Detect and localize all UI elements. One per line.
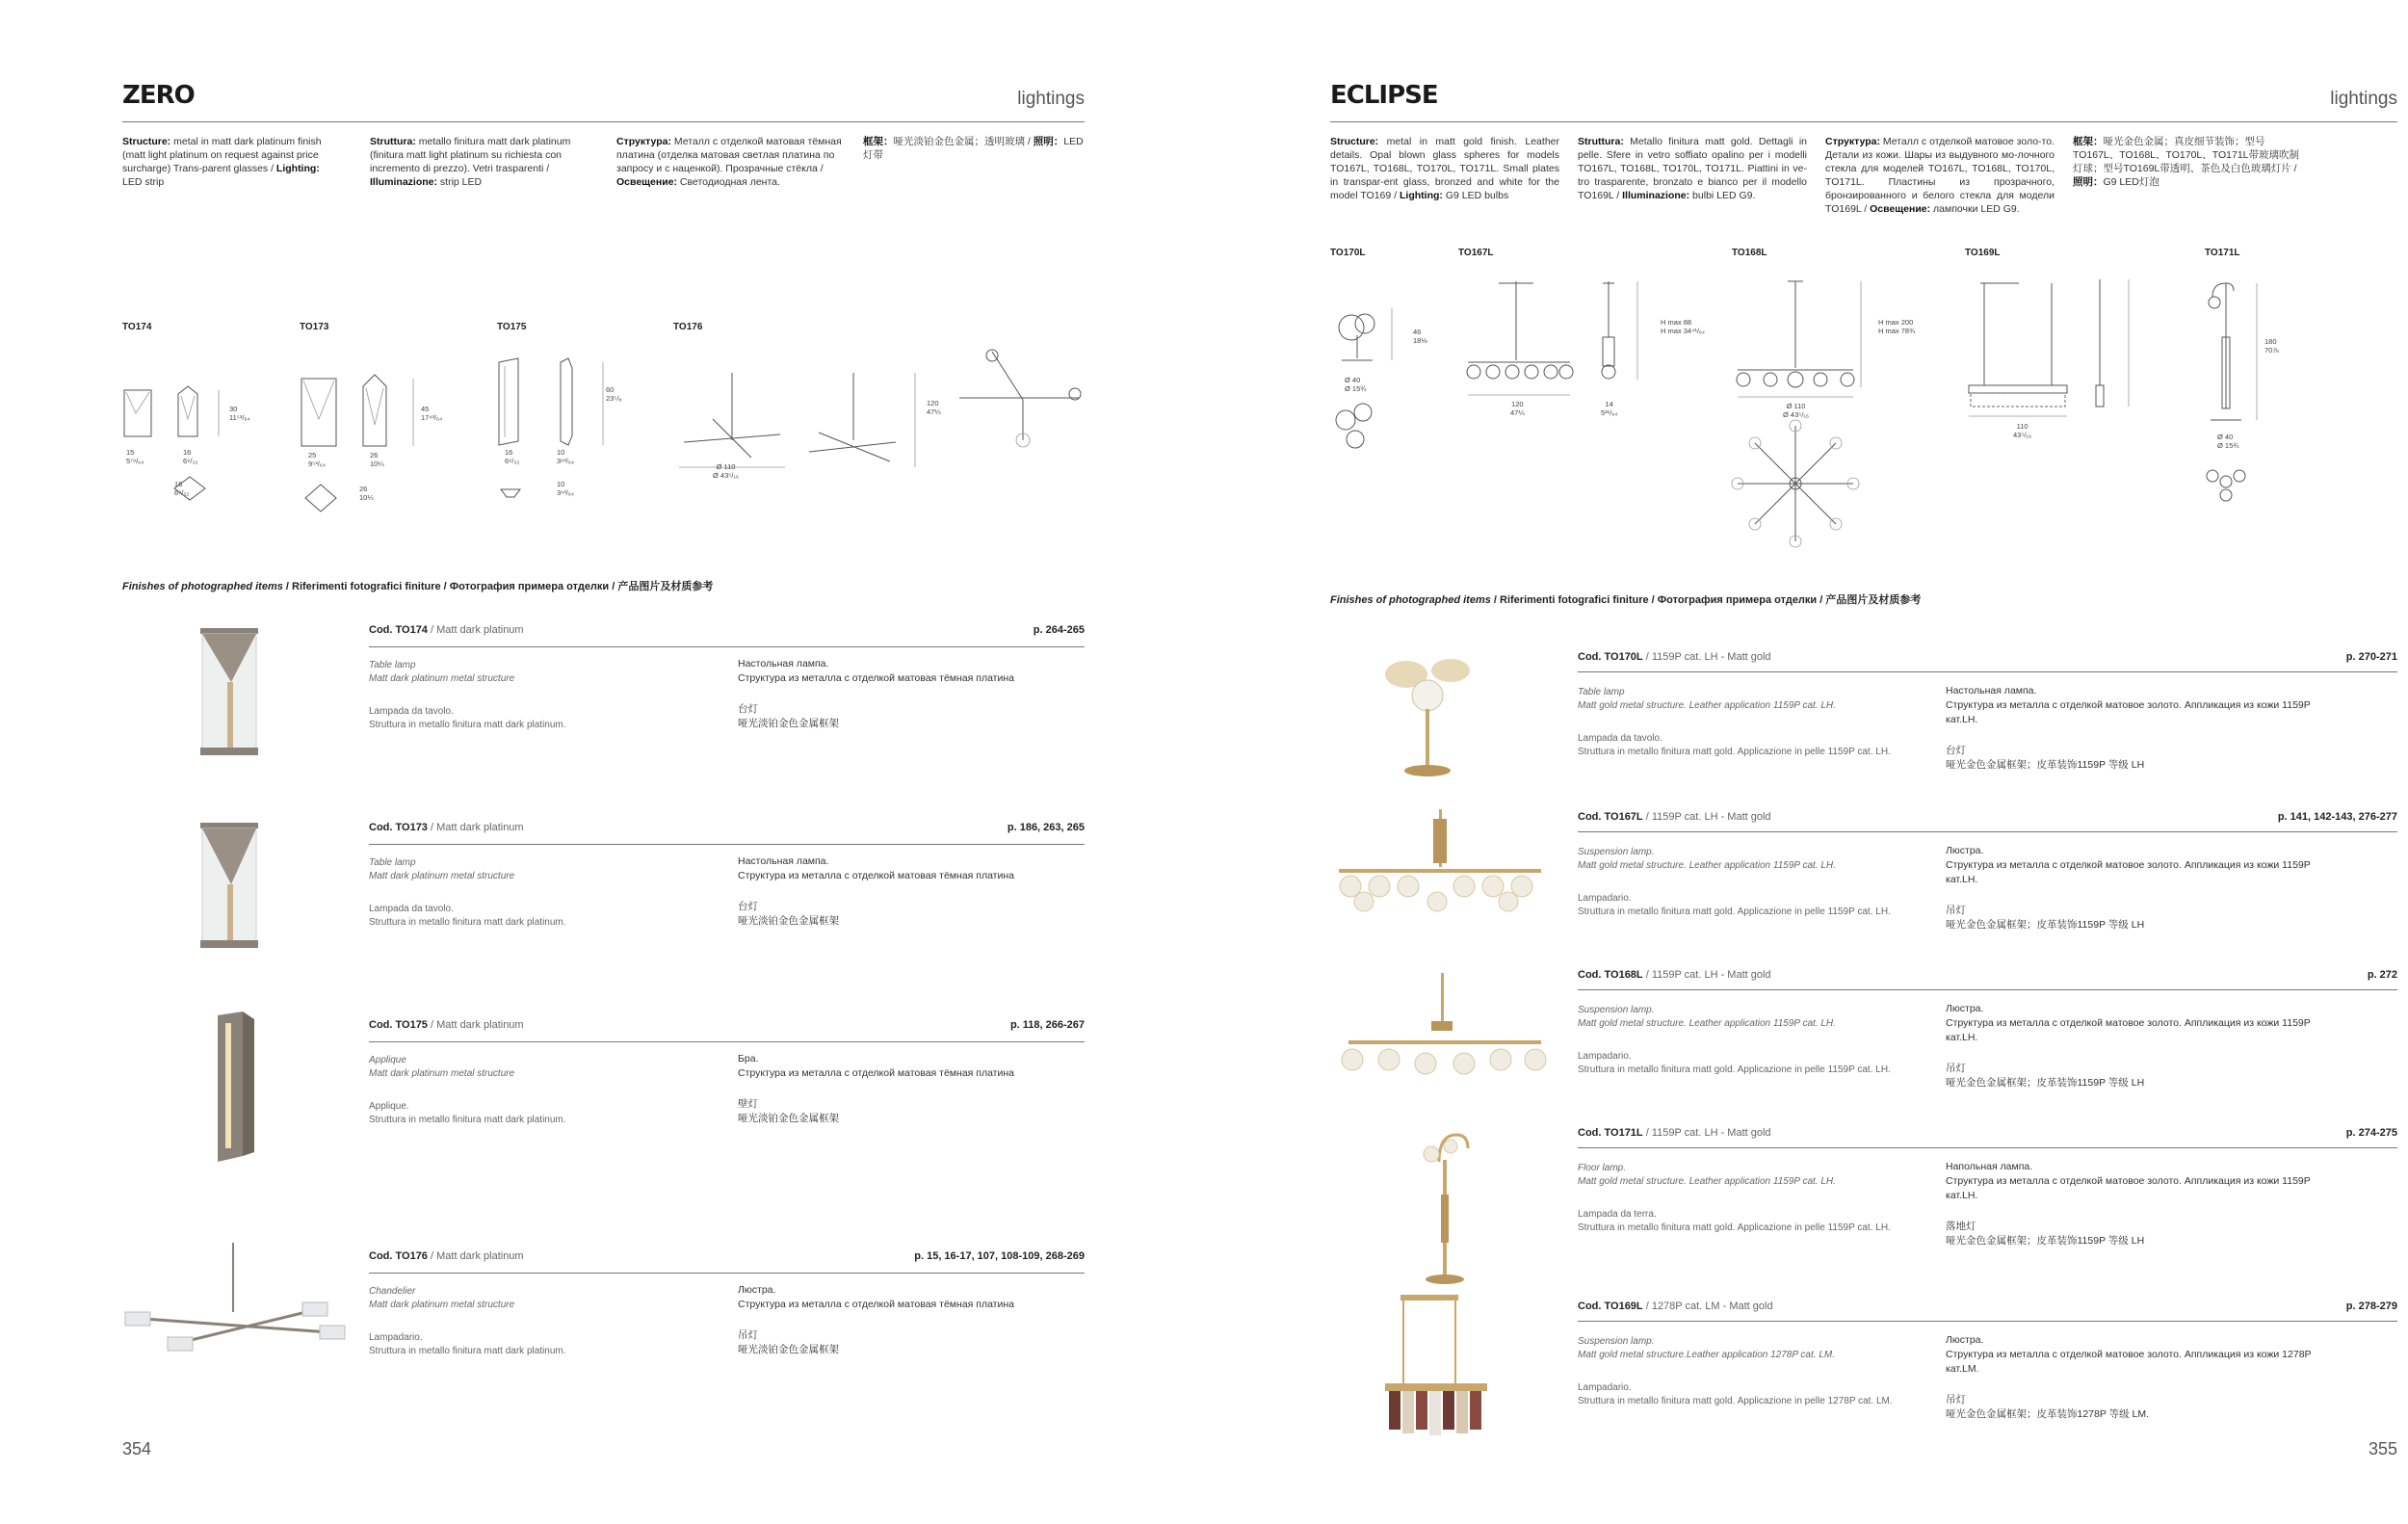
dim-to174-h: 30 11⁵³/₆₄ — [229, 405, 250, 422]
page-number: 354 — [122, 1439, 152, 1458]
ru-structure: Структура из металла с отделкой матовая тёмная платина — [738, 1067, 1014, 1079]
dim-to173-d: 26 10¼ — [370, 451, 384, 468]
ru-name: Напольная лампа. — [1946, 1161, 2033, 1172]
page-ref: p. 15, 16-17, 107, 108-109, 268-269 — [914, 1250, 1085, 1262]
to170l-drawing — [1330, 299, 1407, 453]
dim-to173-top: 26 10¼ — [359, 485, 374, 502]
page-ref: p. 270-271 — [2345, 651, 2397, 663]
it-name: Lampadario. — [1578, 1382, 1632, 1393]
it-structure: Struttura in metallo finitura matt gold. Applicazione in pelle 1278P cat. LM. — [1578, 1396, 1893, 1406]
dim-to174-w: 15 5⁷⁹/₆₄ — [126, 448, 144, 465]
zh-structure: 哑光金色金属框架；皮革装饰1159P 等级 LH — [1946, 1235, 2145, 1247]
page-ref: p. 186, 263, 265 — [1007, 822, 1085, 833]
zh-name: 台灯 — [738, 703, 758, 715]
zh-structure: 哑光淡铂金色金属框架 — [738, 915, 839, 927]
zh-structure: 哑光金色金属框架；皮革装饰1159P 等级 LH — [1946, 1077, 2145, 1089]
row-rule — [369, 646, 1085, 647]
it-structure: Struttura in metallo finitura matt gold. Applicazione in pelle 1159P cat. LH. — [1578, 1222, 1891, 1233]
page-number: 355 — [2368, 1439, 2397, 1458]
dim-to170-d: Ø 40 Ø 15¾ — [1345, 376, 1367, 393]
zh-name: 吊灯 — [1946, 905, 1966, 916]
en-name: Suspension lamp. — [1578, 1336, 1655, 1347]
en-structure: Matt gold metal structure.Leather application 1278P cat. LM. — [1578, 1350, 1835, 1360]
section-title: lightings — [1017, 89, 1085, 109]
dim-to175-h: 60 23⁵/₈ — [606, 385, 622, 403]
dim-to173-w: 25 9⁵³/₆₄ — [308, 451, 326, 468]
dim-to174-top: 16 6⁹/₃₂ — [174, 480, 190, 497]
brand-title: ZERO — [122, 81, 195, 110]
product-code: Cod. TO175 / Matt dark platinum — [369, 1019, 524, 1031]
to176-drawing — [674, 352, 1108, 486]
product-code: Cod. TO167L / 1159P cat. LH - Matt gold — [1578, 811, 1771, 823]
it-name: Lampada da tavolo. — [1578, 733, 1662, 744]
en-name: Suspension lamp. — [1578, 1005, 1655, 1015]
dim-to175-d: 10 3⁶³/₆₄ — [557, 448, 574, 465]
it-structure: Struttura in metallo finitura matt dark platinum. — [369, 720, 566, 730]
ru-structure: Структура из металла с отделкой матовое золото. Аппликация из кожи 1159P кат.LH. — [1946, 859, 2311, 885]
row-rule — [369, 1273, 1085, 1274]
en-structure: Matt dark platinum metal structure — [369, 673, 515, 684]
product-code: Cod. TO168L / 1159P cat. LH - Matt gold — [1578, 969, 1771, 981]
row-rule — [369, 844, 1085, 845]
ru-structure: Структура из металла с отделкой матовое золото. Аппликация из кожи 1159P кат.LH. — [1946, 699, 2311, 725]
zh-structure: 哑光淡铂金色金属框架 — [738, 1113, 839, 1124]
en-structure: Matt dark platinum metal structure — [369, 871, 515, 881]
ru-name: Люстра. — [738, 1284, 776, 1296]
to171l-drawing — [2205, 279, 2320, 520]
desc-ru: Структура: Металл с отделкой матовое золо-то. Детали из кожи. Шары из выдувного мо-лочного стекла для моделей TO167L, TO168L, TO170L, TO171L. Пластины из прозрачного, бронзированного и белого стекла для модели TO169L / Освещение: лампочки LED G9. — [1825, 136, 2055, 215]
ru-name: Настольная лампа. — [738, 658, 829, 670]
desc-it: Struttura: metallo finitura matt dark platinum (finitura matt light platinum su richiesta con incremento di prezzo). Vetri trasparenti / Illuminazione: strip LED — [370, 136, 571, 188]
dim-to173-h: 45 17⁴³/₆₄ — [421, 405, 443, 422]
zh-name: 落地灯 — [1946, 1221, 1976, 1232]
photo-to170l — [1377, 645, 1483, 780]
desc-ru: Структура: Металл с отделкой матовая тёмная платина (отделка матовая светлая платина по запросу и с наценкой). Прозрачные стёкла / Освещение: Светодиодная лента. — [616, 136, 842, 188]
en-name: Table lamp — [1578, 687, 1625, 697]
page-ref: p. 118, 266-267 — [1009, 1019, 1085, 1031]
it-name: Lampada da tavolo. — [369, 706, 454, 717]
row-rule — [1578, 1321, 2397, 1322]
it-structure: Struttura in metallo finitura matt dark platinum. — [369, 1115, 566, 1125]
desc-zh: 框架：哑光金色金属；真皮细节装饰；型号TO167L、TO168L、TO170L、TO171L带玻璃吹制灯球；型号TO169L带透明、茶色及白色玻璃灯片 / 照明：G9 LED灯泡 — [2073, 136, 2299, 188]
en-name: Applique — [369, 1055, 406, 1065]
dim-to175-w: 16 6⁹/₃₂ — [505, 448, 520, 465]
dim-to170-h: 46 18⅛ — [1413, 328, 1427, 345]
desc-en: Structure: metal in matt dark platinum finish (matt light platinum on request against price surcharge) Trans-parent glasses / Lighting: LED strip — [122, 136, 322, 188]
product-code: Cod. TO174 / Matt dark platinum — [369, 624, 524, 636]
dim-to168-h: H max 200 H max 78¾ — [1878, 318, 1916, 335]
to169l-drawing — [1965, 279, 2158, 434]
photo-to174 — [193, 624, 270, 759]
product-code: Cod. TO169L / 1278P cat. LM - Matt gold — [1578, 1301, 1773, 1312]
it-name: Applique. — [369, 1101, 409, 1112]
model-code: TO167L — [1458, 248, 1494, 258]
photo-to169l — [1377, 1291, 1493, 1445]
ru-structure: Структура из металла с отделкой матовое золото. Аппликация из кожи 1278P кат.LM. — [1946, 1349, 2312, 1375]
page-ref: p. 272 — [2367, 969, 2397, 981]
zh-name: 壁灯 — [738, 1098, 758, 1110]
en-structure: Matt gold metal structure. Leather application 1159P cat. LH. — [1578, 860, 1836, 871]
it-structure: Struttura in metallo finitura matt gold. Applicazione in pelle 1159P cat. LH. — [1578, 747, 1891, 757]
en-name: Floor lamp. — [1578, 1163, 1627, 1173]
row-rule — [1578, 1147, 2397, 1148]
header-rule — [1330, 121, 2397, 122]
dim-to176-d: Ø 110 Ø 43⁵/₁₆ — [713, 462, 740, 480]
desc-it: Struttura: Metallo finitura matt gold. Dettagli in pelle. Sfere in vetro soffiato opalino per i modelli TO167L, TO168L, TO170L, TO171L. Piattini in ve-tro trasparente, bronzato e bianco per il modello TO169L / Illuminazione: bulbi LED G9. — [1578, 136, 1807, 201]
section-title: lightings — [2330, 89, 2397, 109]
it-name: Lampada da terra. — [1578, 1209, 1657, 1220]
zh-structure: 哑光金色金属框架；皮革装饰1159P 等级 LH — [1946, 919, 2145, 931]
page-ref: p. 278-279 — [2345, 1301, 2397, 1312]
zh-name: 台灯 — [738, 901, 758, 912]
row-rule — [369, 1041, 1085, 1042]
en-name: Table lamp — [369, 660, 416, 670]
dim-to175-top: 10 3⁶³/₆₄ — [557, 480, 574, 497]
desc-zh: 框架：哑光淡铂金色金属；透明玻璃 / 照明：LED 灯带 — [863, 136, 1084, 161]
zh-structure: 哑光金色金属框架；皮革装饰1159P 等级 LH — [1946, 759, 2145, 771]
ru-structure: Структура из металла с отделкой матовое золото. Аппликация из кожи 1159P кат.LH. — [1946, 1017, 2311, 1043]
dim-to171-d: Ø 40 Ø 15¾ — [2217, 433, 2239, 450]
en-name: Chandelier — [369, 1286, 416, 1297]
it-structure: Struttura in metallo finitura matt dark platinum. — [369, 1346, 566, 1356]
en-structure: Matt dark platinum metal structure — [369, 1068, 515, 1079]
zh-name: 台灯 — [1946, 745, 1966, 756]
ru-name: Люстра. — [1946, 845, 1984, 856]
product-code: Cod. TO171L / 1159P cat. LH - Matt gold — [1578, 1127, 1771, 1139]
page-ref: p. 141, 142-143, 276-277 — [2277, 811, 2397, 823]
dim-to167-d: 14 5³¹/₆₄ — [1601, 400, 1618, 417]
dim-to171-h: 180 70⅞ — [2264, 337, 2279, 355]
zh-structure: 哑光淡铂金色金属框架 — [738, 718, 839, 729]
ru-structure: Структура из металла с отделкой матовая тёмная платина — [738, 870, 1014, 881]
model-code: TO170L — [1330, 248, 1366, 258]
row-rule — [1578, 831, 2397, 832]
model-code: TO168L — [1732, 248, 1767, 258]
ru-name: Люстра. — [1946, 1334, 1984, 1346]
ru-structure: Структура из металла с отделкой матовая тёмная платина — [738, 672, 1014, 684]
dim-to174-d: 16 6⁹/₃₂ — [183, 448, 198, 465]
it-name: Lampadario. — [1578, 893, 1632, 904]
en-name: Suspension lamp. — [1578, 847, 1655, 857]
page-ref: p. 274-275 — [2345, 1127, 2397, 1139]
zh-structure: 哑光淡铂金色金属框架 — [738, 1344, 839, 1355]
it-name: Lampadario. — [1578, 1051, 1632, 1062]
dim-to167-h: H max 88 H max 34⁴¹/₆₄ — [1661, 318, 1705, 335]
row-rule — [1578, 989, 2397, 990]
dim-to168-d: Ø 110 Ø 43⁵/₁₆ — [1783, 402, 1810, 419]
dim-to169-w: 110 43⁵/₁₆ — [2013, 422, 2032, 439]
ru-structure: Структура из металла с отделкой матовое золото. Аппликация из кожи 1159P кат.LH. — [1946, 1175, 2311, 1201]
en-structure: Matt gold metal structure. Leather application 1159P cat. LH. — [1578, 700, 1836, 711]
to167l-drawing — [1458, 279, 1689, 414]
dim-to176-h: 120 47¼ — [927, 399, 941, 416]
model-code: TO171L — [2205, 248, 2240, 258]
zh-name: 吊灯 — [1946, 1394, 1966, 1406]
en-structure: Matt gold metal structure. Leather application 1159P cat. LH. — [1578, 1018, 1836, 1029]
photo-to173 — [193, 819, 270, 954]
ru-structure: Структура из металла с отделкой матовая тёмная платина — [738, 1299, 1014, 1310]
desc-en: Structure: metal in matt gold finish. Leather details. Opal blown glass spheres for models TO167L, TO168L, TO170L, TO171L. Small plates in transpar-ent glass, bronzed and white for the model TO169 / Lighting: G9 LED bulbs — [1330, 136, 1559, 201]
product-code: Cod. TO173 / Matt dark platinum — [369, 822, 524, 833]
photo-to168l — [1329, 973, 1560, 1098]
en-structure: Matt gold metal structure. Leather application 1159P cat. LH. — [1578, 1176, 1836, 1187]
model-code: TO169L — [1965, 248, 2001, 258]
it-name: Lampada da tavolo. — [369, 904, 454, 914]
row-rule — [1578, 671, 2397, 672]
model-code: TO175 — [497, 322, 527, 332]
model-code: TO176 — [673, 322, 703, 332]
zh-name: 吊灯 — [1946, 1063, 1966, 1074]
right-page — [1204, 0, 2408, 1524]
en-name: Table lamp — [369, 857, 416, 868]
en-structure: Matt dark platinum metal structure — [369, 1300, 515, 1310]
finishes-heading: Finishes of photographed items / Riferimenti fotografici finiture / Фотография примера отделки / 产品图片及材质参考 — [122, 581, 714, 592]
ru-name: Люстра. — [1946, 1003, 1984, 1014]
zh-structure: 哑光金色金属框架；皮革装饰1278P 等级 LM. — [1946, 1408, 2150, 1420]
zh-name: 吊灯 — [738, 1329, 758, 1341]
brand-title: ECLIPSE — [1330, 81, 1438, 110]
it-name: Lampadario. — [369, 1332, 423, 1343]
product-code: Cod. TO176 / Matt dark platinum — [369, 1250, 524, 1262]
ru-name: Бра. — [738, 1053, 759, 1064]
dim-to167-w: 120 47¼ — [1510, 400, 1525, 417]
photo-to176 — [121, 1243, 353, 1378]
photo-to171l — [1397, 1127, 1493, 1291]
it-structure: Struttura in metallo finitura matt dark platinum. — [369, 917, 566, 928]
photo-to175 — [212, 1012, 270, 1166]
model-code: TO173 — [300, 322, 329, 332]
product-code: Cod. TO170L / 1159P cat. LH - Matt gold — [1578, 651, 1771, 663]
page-ref: p. 264-265 — [1033, 624, 1085, 636]
photo-to167l — [1329, 809, 1560, 934]
header-rule — [122, 121, 1085, 122]
ru-name: Настольная лампа. — [738, 855, 829, 867]
model-code: TO174 — [122, 322, 152, 332]
it-structure: Struttura in metallo finitura matt gold. Applicazione in pelle 1159P cat. LH. — [1578, 1064, 1891, 1075]
ru-name: Настольная лампа. — [1946, 685, 2037, 696]
it-structure: Struttura in metallo finitura matt gold. Applicazione in pelle 1159P cat. LH. — [1578, 907, 1891, 917]
finishes-heading: Finishes of photographed items / Riferimenti fotografici finiture / Фотография примера отделки / 产品图片及材质参考 — [1330, 594, 1922, 606]
